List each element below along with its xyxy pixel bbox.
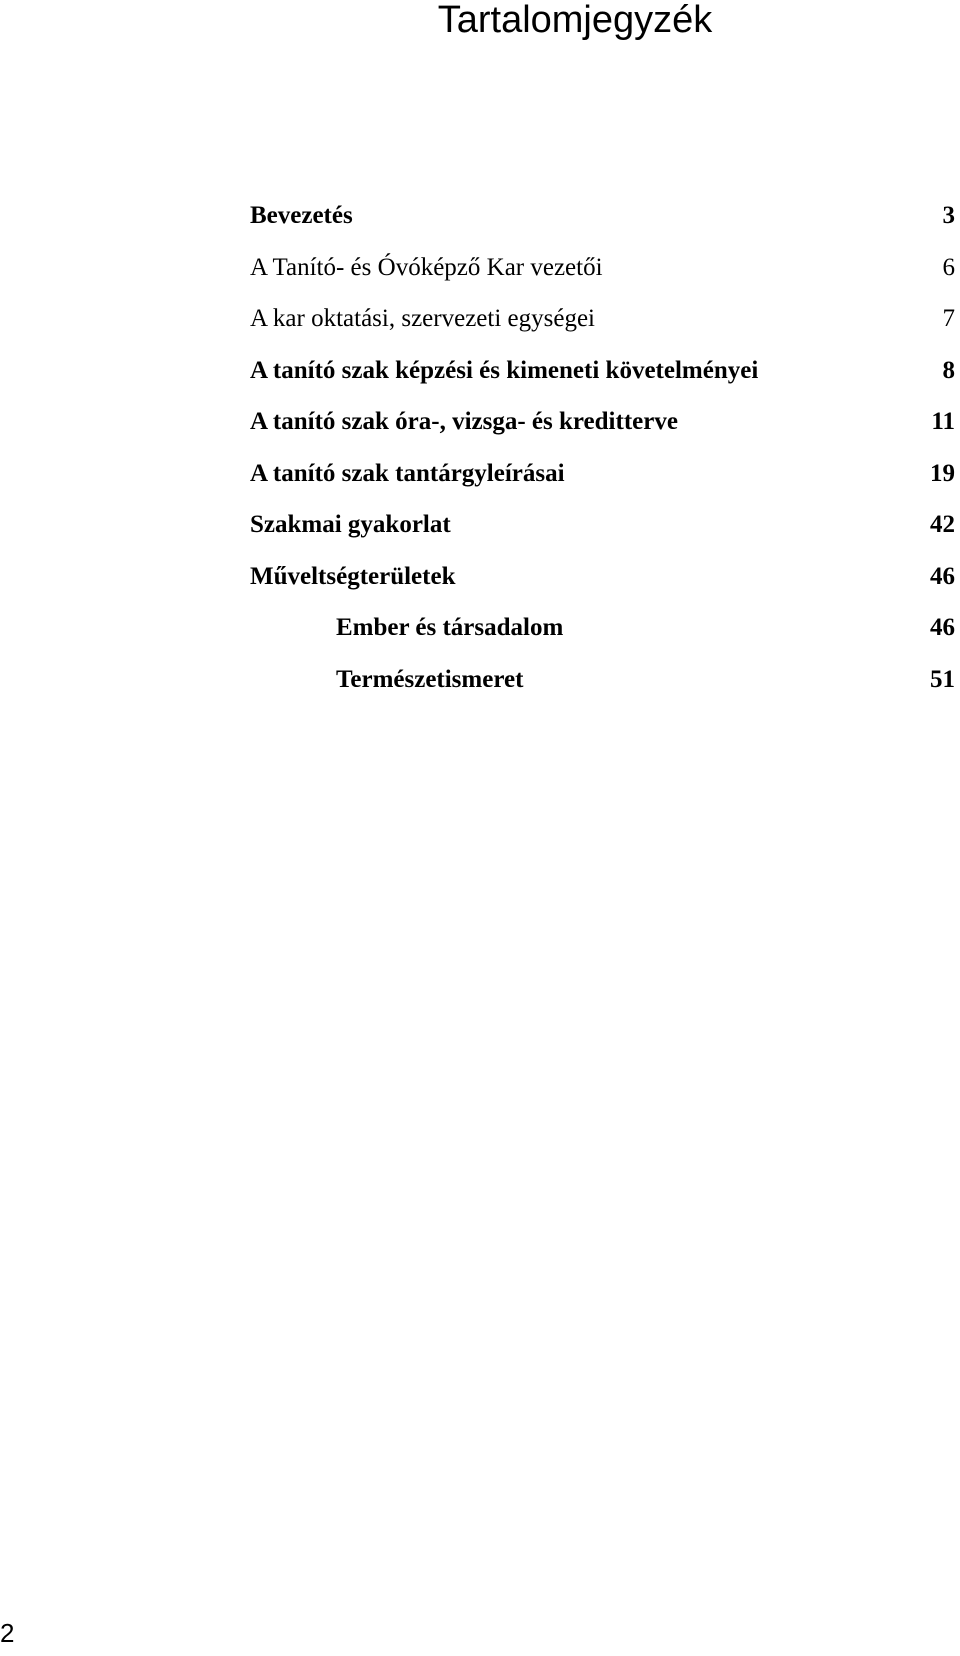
page-number: 2 bbox=[0, 1618, 15, 1648]
toc-entry-page: 51 bbox=[930, 665, 955, 693]
toc-entry-tantargyleirasok[interactable] bbox=[250, 458, 955, 510]
page-title: Tartalomjegyzék bbox=[437, 0, 713, 41]
toc-entry-page: 11 bbox=[931, 408, 955, 435]
toc-entry-page: 46 bbox=[930, 562, 955, 590]
toc-entry-szakmai-gyakorlat[interactable] bbox=[250, 509, 955, 561]
toc-entry-label: A kar oktatási, szervezeti egységei bbox=[250, 305, 595, 332]
toc-entry-egysegek[interactable] bbox=[250, 303, 955, 355]
toc-entry-muveltsegteruletek[interactable] bbox=[250, 561, 955, 613]
toc-entry-vezetok[interactable] bbox=[250, 252, 955, 304]
toc-entry-label: Ember és társadalom bbox=[336, 614, 564, 641]
toc-entry-page: 3 bbox=[942, 202, 955, 229]
toc-entry-kreditterv[interactable] bbox=[250, 406, 955, 458]
toc-entry-label: A tanító szak óra-, vizsga- és kreditterve bbox=[250, 408, 678, 435]
toc-subentry-termeszetismeret[interactable] bbox=[250, 664, 955, 716]
toc-entry-page: 19 bbox=[930, 459, 955, 487]
toc-entry-page: 8 bbox=[942, 356, 955, 384]
toc-subentry-ember-es-tarsadalom[interactable] bbox=[250, 612, 955, 664]
toc-entry-page: 42 bbox=[930, 511, 955, 538]
table-of-contents bbox=[250, 200, 955, 715]
toc-entry-label: Bevezetés bbox=[250, 202, 353, 229]
toc-entry-label: A Tanító- és Óvóképző Kar vezetői bbox=[250, 253, 603, 281]
toc-entry-page: 7 bbox=[942, 305, 955, 332]
toc-entry-label: Szakmai gyakorlat bbox=[250, 511, 451, 538]
toc-entry-bevezetes[interactable] bbox=[250, 200, 955, 252]
toc-entry-label: A tanító szak tantárgyleírásai bbox=[250, 459, 565, 487]
toc-entry-page: 46 bbox=[930, 614, 955, 641]
toc-entry-page: 6 bbox=[942, 253, 955, 281]
toc-entry-label: Műveltségterületek bbox=[250, 562, 456, 590]
toc-entry-label: A tanító szak képzési és kimeneti követelményei bbox=[250, 356, 759, 384]
toc-entry-label: Természetismeret bbox=[336, 665, 524, 693]
toc-entry-kovetelmenyek[interactable] bbox=[250, 355, 955, 407]
